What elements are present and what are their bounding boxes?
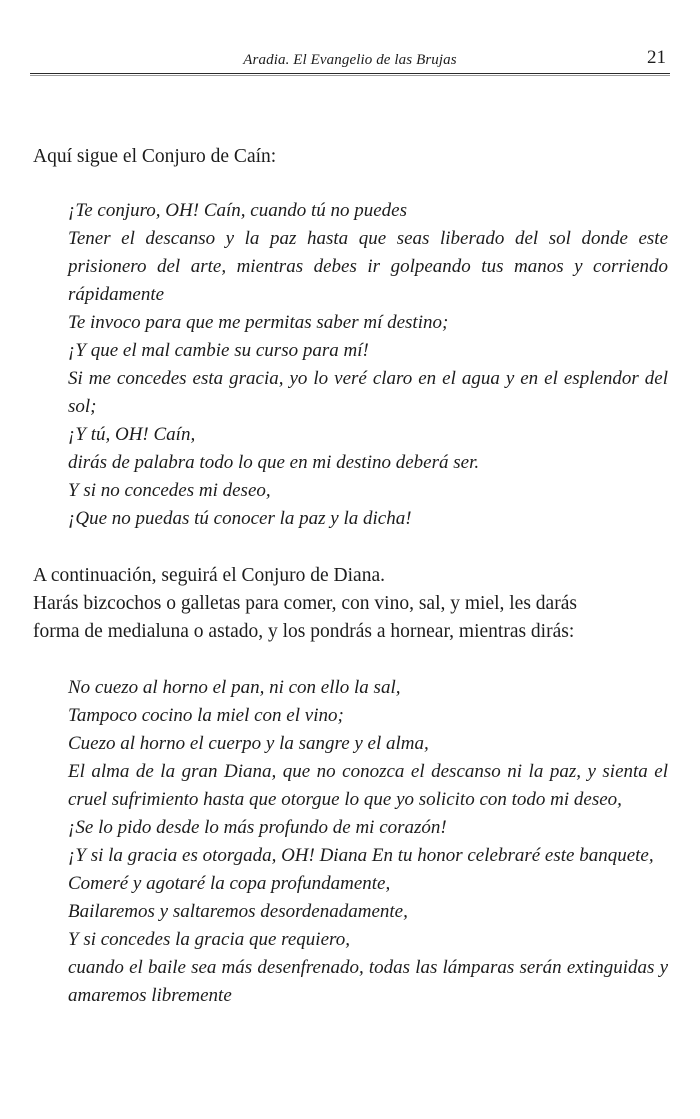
verse-line: cuando el baile sea más desenfrenado, todas las lámparas serán extinguidas y amaremos libremente xyxy=(68,957,668,1006)
page-number: 21 xyxy=(647,47,666,68)
intro-diana xyxy=(33,562,669,646)
intro-line: A continuación, seguirá el Conjuro de Diana. xyxy=(33,565,385,586)
verse-line: Bailaremos y saltaremos desordenadamente, xyxy=(68,901,408,922)
verse-line: Y si concedes la gracia que requiero, xyxy=(68,929,350,950)
verse-cain xyxy=(68,197,668,533)
running-head xyxy=(30,44,670,74)
verse-line: Tampoco cocino la miel con el vino; xyxy=(68,705,344,726)
verse-line: ¡Y si la gracia es otorgada, OH! Diana En tu honor celebraré este banquete, xyxy=(68,845,654,866)
verse-line: Si me concedes esta gracia, yo lo veré claro en el agua y en el esplendor del sol; xyxy=(68,368,668,417)
verse-line: ¡Y tú, OH! Caín, xyxy=(68,424,196,445)
verse-line: Cuezo al horno el cuerpo y la sangre y el alma, xyxy=(68,733,429,754)
intro-cain: Aquí sigue el Conjuro de Caín: xyxy=(33,146,277,167)
verse-line: ¡Se lo pido desde lo más profundo de mi corazón! xyxy=(68,817,447,838)
verse-line: ¡Que no puedas tú conocer la paz y la dicha! xyxy=(68,508,412,529)
intro-line: forma de medialuna o astado, y los pondrás a hornear, mientras dirás: xyxy=(33,621,575,642)
verse-diana xyxy=(68,674,668,1010)
verse-line: El alma de la gran Diana, que no conozca el descanso ni la paz, y sienta el cruel sufrimiento hasta que otorgue lo que yo solicito con todo mi deseo, xyxy=(68,761,668,810)
verse-line: ¡Te conjuro, OH! Caín, cuando tú no puedes xyxy=(68,200,407,221)
verse-line: Comeré y agotaré la copa profundamente, xyxy=(68,873,391,894)
verse-line: Te invoco para que me permitas saber mí destino; xyxy=(68,312,449,333)
verse-line: No cuezo al horno el pan, ni con ello la sal, xyxy=(68,677,401,698)
verse-line: Y si no concedes mi deseo, xyxy=(68,480,271,501)
verse-line: ¡Y que el mal cambie su curso para mí! xyxy=(68,340,369,361)
header-rule xyxy=(30,73,670,76)
intro-line: Harás bizcochos o galletas para comer, con vino, sal, y miel, les darás xyxy=(33,593,577,614)
verse-line: dirás de palabra todo lo que en mi destino deberá ser. xyxy=(68,452,480,473)
running-title: Aradia. El Evangelio de las Brujas xyxy=(243,52,457,68)
verse-line: Tener el descanso y la paz hasta que seas liberado del sol donde este prisionero del arte, mientras debes ir golpeando tus manos y corriendo rápidamente xyxy=(68,228,668,305)
